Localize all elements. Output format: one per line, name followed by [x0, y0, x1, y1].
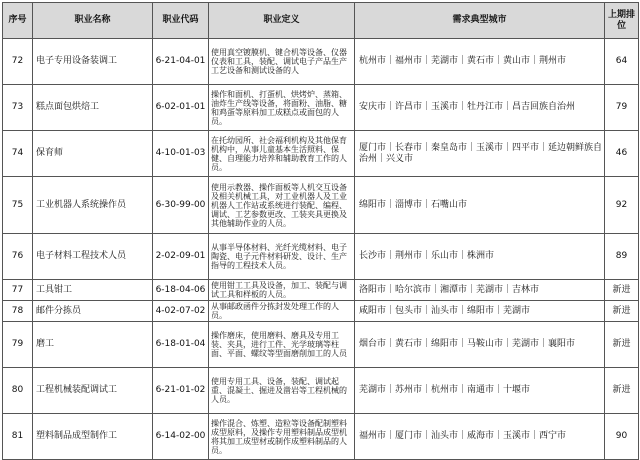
cell-name: 电子材料工程技术人员 — [33, 234, 153, 280]
cell-code: 6-02-01-01 — [153, 85, 209, 131]
cell-seq: 78 — [3, 301, 33, 322]
cell-rank: 新进 — [605, 322, 639, 368]
cell-rank: 新进 — [605, 301, 639, 322]
cell-rank: 89 — [605, 234, 639, 280]
cell-code: 6-21-04-01 — [153, 39, 209, 85]
cell-code: 6-14-02-00 — [153, 414, 209, 460]
cell-seq: 75 — [3, 177, 33, 234]
cell-name: 保育师 — [33, 131, 153, 177]
cell-code: 2-02-09-01 — [153, 234, 209, 280]
cell-seq: 73 — [3, 85, 33, 131]
header-definition: 职业定义 — [209, 3, 355, 39]
cell-definition: 从事邮政函件分拣封发处理工作的人员。 — [209, 301, 355, 322]
table-row — [3, 177, 639, 234]
cell-definition: 在托幼园所、社会福利机构及其他保育机构中，从事儿童基本生活照料、保健、自理能力培养和辅助教育工作的人员。 — [209, 131, 355, 177]
cell-code: 6-30-99-00 — [153, 177, 209, 234]
table-row — [3, 39, 639, 85]
cell-seq: 81 — [3, 414, 33, 460]
table-row — [3, 280, 639, 301]
occupation-table — [2, 2, 639, 460]
table-row — [3, 414, 639, 460]
cell-code: 4-02-07-02 — [153, 301, 209, 322]
cell-code: 6-18-01-04 — [153, 322, 209, 368]
cell-code: 6-21-01-02 — [153, 368, 209, 414]
cell-name: 糕点面包烘焙工 — [33, 85, 153, 131]
cell-rank: 92 — [605, 177, 639, 234]
cell-name: 工业机器人系统操作员 — [33, 177, 153, 234]
header-code: 职业代码 — [153, 3, 209, 39]
cell-cities: 芜湖市｜苏州市｜杭州市｜南通市｜十堰市 — [355, 368, 605, 414]
cell-definition: 操作磨床，使用磨料、磨具及专用工装、夹具，进行工件、光学玻璃等柱面、平面、螺纹等型面磨削加工的人员 — [209, 322, 355, 368]
cell-cities: 咸阳市｜包头市｜汕头市｜绵阳市｜芜湖市 — [355, 301, 605, 322]
cell-cities: 绵阳市｜淄博市｜石嘴山市 — [355, 177, 605, 234]
header-seq: 序号 — [3, 3, 33, 39]
cell-definition: 使用真空镀膜机、键合机等设备、仪器仪表和工具，装配、调试电子产品生产工艺设备和测试设备的人 — [209, 39, 355, 85]
cell-code: 4-10-01-03 — [153, 131, 209, 177]
cell-cities: 福州市｜厦门市｜汕头市｜威海市｜玉溪市｜西宁市 — [355, 414, 605, 460]
cell-rank: 90 — [605, 414, 639, 460]
cell-definition: 从事半导体材料、光纤光缆材料、电子陶瓷、电子元件材料研发、设计、生产指导的工程技术人员。 — [209, 234, 355, 280]
header-rank: 上期排位 — [605, 3, 639, 39]
cell-definition: 使用专用工具、设备，装配、调试起重、混凝土、掘进及凿岩等工程机械的人员。 — [209, 368, 355, 414]
table-row — [3, 301, 639, 322]
header-name: 职业名称 — [33, 3, 153, 39]
cell-cities: 长沙市｜荆州市｜乐山市｜株洲市 — [355, 234, 605, 280]
cell-name: 邮件分拣员 — [33, 301, 153, 322]
cell-seq: 80 — [3, 368, 33, 414]
cell-name: 塑料制品成型制作工 — [33, 414, 153, 460]
table-row — [3, 85, 639, 131]
cell-name: 磨工 — [33, 322, 153, 368]
cell-rank: 79 — [605, 85, 639, 131]
cell-rank: 64 — [605, 39, 639, 85]
table-row — [3, 131, 639, 177]
cell-definition: 使用钳工工具及设备，加工、装配与调试工具和样板的人员。 — [209, 280, 355, 301]
cell-name: 电子专用设备装调工 — [33, 39, 153, 85]
cell-seq: 72 — [3, 39, 33, 85]
cell-cities: 洛阳市｜哈尔滨市｜湘潭市｜芜湖市｜吉林市 — [355, 280, 605, 301]
cell-rank: 新进 — [605, 368, 639, 414]
cell-definition: 操作混合、炼塑、造粒等设备配制塑料成型原料，及操作专用塑料制品成型机将其加工成型材或制作成塑料制品的人员。 — [209, 414, 355, 460]
cell-cities: 烟台市｜黄石市｜绵阳市｜马鞍山市｜芜湖市｜襄阳市 — [355, 322, 605, 368]
cell-seq: 77 — [3, 280, 33, 301]
cell-definition: 使用示教器、操作面板等人机交互设备及相关机械工具，对工业机器人及工业机器人工作站或系统进行装配、编程、调试、工艺参数更改、工装夹具更换及其他辅助作业的人员。 — [209, 177, 355, 234]
cell-definition: 操作和面机、打蛋机、烘烤炉、蒸箱、油炸生产线等设备，将面粉、油脂、糖和鸡蛋等原料加工成糕点或面包的人员。 — [209, 85, 355, 131]
cell-cities: 杭州市｜福州市｜芜湖市｜黄石市｜黄山市｜荆州市 — [355, 39, 605, 85]
table-row — [3, 322, 639, 368]
table-header-row — [3, 3, 639, 39]
cell-seq: 74 — [3, 131, 33, 177]
table-row — [3, 234, 639, 280]
cell-code: 6-18-04-06 — [153, 280, 209, 301]
cell-seq: 79 — [3, 322, 33, 368]
cell-name: 工具钳工 — [33, 280, 153, 301]
header-cities: 需求典型城市 — [355, 3, 605, 39]
cell-cities: 安庆市｜许昌市｜玉溪市｜牡丹江市｜昌吉回族自治州 — [355, 85, 605, 131]
cell-cities: 厦门市｜长春市｜秦皇岛市｜玉溪市｜四平市｜延边朝鲜族自治州｜兴义市 — [355, 131, 605, 177]
cell-rank: 46 — [605, 131, 639, 177]
cell-seq: 76 — [3, 234, 33, 280]
cell-rank: 新进 — [605, 280, 639, 301]
cell-name: 工程机械装配调试工 — [33, 368, 153, 414]
table-row — [3, 368, 639, 414]
